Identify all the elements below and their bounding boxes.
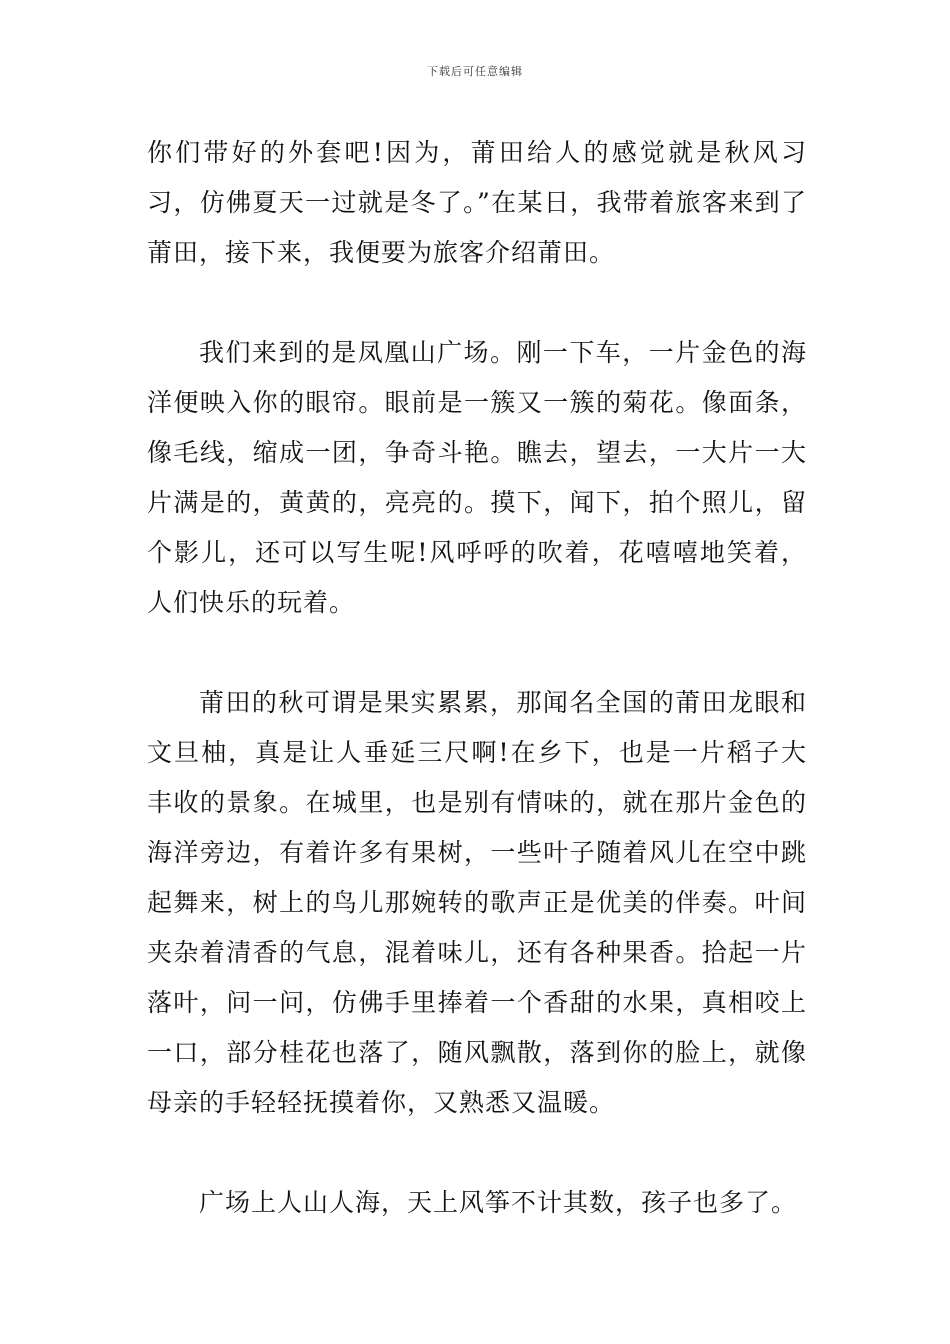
document-body [147, 128, 807, 1228]
page-header: 下载后可任意编辑 [427, 65, 523, 78]
paragraph-4: 广场上人山人海，天上风筝不计其数，孩子也多了。 [199, 1188, 798, 1217]
paragraph-3: 莆田的秋可谓是果实累累，那闻名全国的莆田龙眼和文旦柚，真是让人垂延三尺啊!在乡下，也是一片稻子大丰收的景象。在城里，也是别有情味的，就在那片金色的海洋旁边，有着许多有果树，一些叶子随着风儿在空中跳起舞来，树上的鸟儿那婉转的歌声正是优美的伴奏。叶间夹杂着清香的气息，混着味儿，还有各种果香。拾起一片落叶，问一问，仿佛手里捧着一个香甜的水果，真相咬上一口，部分桂花也落了，随风飘散，落到你的脸上，就像母亲的手轻轻抚摸着你，又熟悉又温暖。 [147, 688, 807, 1117]
paragraph-1: 你们带好的外套吧!因为，莆田给人的感觉就是秋风习习，仿佛夏天一过就是冬了。”在某日，我带着旅客来到了莆田，接下来，我便要为旅客介绍莆田。 [147, 138, 807, 267]
paragraph-2: 我们来到的是凤凰山广场。刚一下车，一片金色的海洋便映入你的眼帘。眼前是一簇又一簇的菊花。像面条，像毛线，缩成一团，争奇斗艳。瞧去，望去，一大片一大片满是的，黄黄的，亮亮的。摸下，闻下，拍个照儿，留个影儿，还可以写生呢!风呼呼的吹着，花嘻嘻地笑着，人们快乐的玩着。 [147, 338, 807, 617]
